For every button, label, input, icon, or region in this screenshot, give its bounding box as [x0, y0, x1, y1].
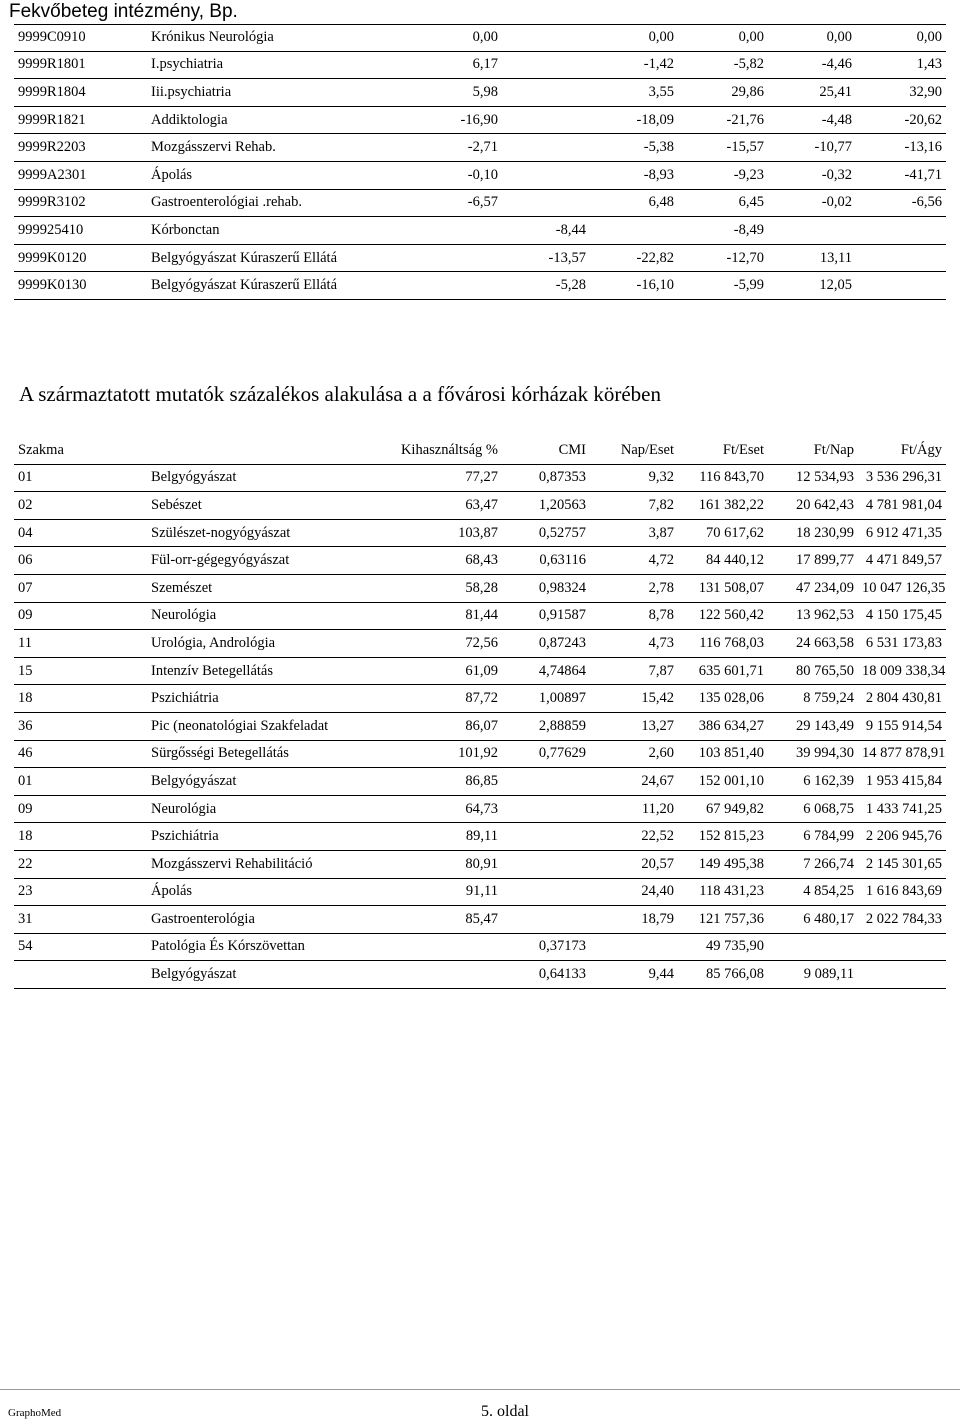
change-table-1 — [14, 24, 946, 300]
table-cell: 54 — [14, 933, 147, 961]
section-title: A származtatott mutatók százalékos alakulása a a fővárosi kórházak körében — [19, 382, 661, 406]
table-cell: 68,43 — [373, 547, 502, 575]
table-cell: 0,52757 — [502, 519, 590, 547]
table-cell: -13,16 — [856, 134, 946, 162]
table-row — [14, 657, 946, 685]
table-cell: 9,44 — [590, 961, 678, 989]
table-cell: 0,64133 — [502, 961, 590, 989]
table-cell: 86,85 — [373, 768, 502, 796]
table-cell: 103,87 — [373, 519, 502, 547]
table-cell: Ápolás — [147, 161, 371, 189]
table-cell — [371, 272, 502, 300]
table-cell: 0,91587 — [502, 602, 590, 630]
table-cell: 103 851,40 — [678, 740, 768, 768]
table-row — [14, 685, 946, 713]
table-cell: 15,42 — [590, 685, 678, 713]
table-cell: 5,98 — [371, 79, 502, 107]
table-cell: 0,98324 — [502, 574, 590, 602]
table-cell: 8 759,24 — [768, 685, 858, 713]
table-cell: 9999R1801 — [14, 51, 147, 79]
table-row — [14, 630, 946, 658]
table-cell: 9999K0120 — [14, 244, 147, 272]
table-row — [14, 823, 946, 851]
table-cell: Szemészet — [147, 574, 373, 602]
table-cell: -10,77 — [768, 134, 856, 162]
table-cell: 152 815,23 — [678, 823, 768, 851]
table-cell — [502, 24, 590, 51]
indicator-table — [14, 437, 946, 989]
table-cell: Addiktologia — [147, 106, 371, 134]
table-cell: -5,82 — [678, 51, 768, 79]
table-cell: 58,28 — [373, 574, 502, 602]
table-cell: 70 617,62 — [678, 519, 768, 547]
table-cell: 4 150 175,45 — [858, 602, 946, 630]
table-cell: 47 234,09 — [768, 574, 858, 602]
table-cell: 24 663,58 — [768, 630, 858, 658]
table-cell: 4,73 — [590, 630, 678, 658]
table-cell: 135 028,06 — [678, 685, 768, 713]
column-header: Kihasználtság % — [373, 437, 502, 464]
table-row — [14, 933, 946, 961]
table-cell: -4,46 — [768, 51, 856, 79]
table-cell: Pic (neonatológiai Szakfeladat — [147, 712, 373, 740]
table-cell: -20,62 — [856, 106, 946, 134]
table-cell: Pszichiátria — [147, 823, 373, 851]
table-cell: 1,00897 — [502, 685, 590, 713]
table-cell — [590, 933, 678, 961]
table-cell: -0,10 — [371, 161, 502, 189]
table-cell — [768, 933, 858, 961]
table-cell — [502, 850, 590, 878]
table-cell: 02 — [14, 492, 147, 520]
table-cell — [502, 823, 590, 851]
table-cell — [371, 217, 502, 245]
table-cell: 63,47 — [373, 492, 502, 520]
table-cell: 161 382,22 — [678, 492, 768, 520]
table-cell: -21,76 — [678, 106, 768, 134]
table-cell: 29 143,49 — [768, 712, 858, 740]
table-cell: 18 230,99 — [768, 519, 858, 547]
table-row — [14, 850, 946, 878]
table-cell: 9999K0130 — [14, 272, 147, 300]
table-cell: 85,47 — [373, 906, 502, 934]
table-cell: 67 949,82 — [678, 795, 768, 823]
table-cell: 80,91 — [373, 850, 502, 878]
column-header: Ft/Eset — [678, 437, 768, 464]
table-cell: 131 508,07 — [678, 574, 768, 602]
table-cell: 86,07 — [373, 712, 502, 740]
table-cell: 6 912 471,35 — [858, 519, 946, 547]
table-row — [14, 51, 946, 79]
table-cell: Gastroenterológiai .rehab. — [147, 189, 371, 217]
table-cell: 6 784,99 — [768, 823, 858, 851]
table-cell: -5,28 — [502, 272, 590, 300]
table-cell: -0,02 — [768, 189, 856, 217]
table-cell — [371, 244, 502, 272]
table-cell: 46 — [14, 740, 147, 768]
table-cell — [856, 244, 946, 272]
table-cell — [502, 189, 590, 217]
table-row — [14, 519, 946, 547]
table-cell: 01 — [14, 464, 147, 492]
table-cell: 22,52 — [590, 823, 678, 851]
table-cell: 0,00 — [768, 24, 856, 51]
table-cell: 7 266,74 — [768, 850, 858, 878]
table-cell: -41,71 — [856, 161, 946, 189]
table-cell: 23 — [14, 878, 147, 906]
table-cell: 8,78 — [590, 602, 678, 630]
table-cell: 118 431,23 — [678, 878, 768, 906]
table-cell: 0,00 — [678, 24, 768, 51]
table-cell: 9999A2301 — [14, 161, 147, 189]
table-cell: -8,44 — [502, 217, 590, 245]
table-cell: -0,32 — [768, 161, 856, 189]
table-cell: -12,70 — [678, 244, 768, 272]
table-cell: 24,67 — [590, 768, 678, 796]
table-cell: 4 471 849,57 — [858, 547, 946, 575]
table-cell: 1 953 415,84 — [858, 768, 946, 796]
table-row — [14, 961, 946, 989]
table-cell: 91,11 — [373, 878, 502, 906]
table-cell: 3,55 — [590, 79, 678, 107]
table-cell: Neurológia — [147, 795, 373, 823]
table-cell: Iii.psychiatria — [147, 79, 371, 107]
table-cell: 2,78 — [590, 574, 678, 602]
table-cell — [502, 79, 590, 107]
table-cell: Sebészet — [147, 492, 373, 520]
table-cell: Intenzív Betegellátás — [147, 657, 373, 685]
table-cell: -8,93 — [590, 161, 678, 189]
table-row — [14, 795, 946, 823]
table-cell: Ápolás — [147, 878, 373, 906]
table-row — [14, 878, 946, 906]
table-cell: 9999R2203 — [14, 134, 147, 162]
table-cell — [502, 878, 590, 906]
table-cell: Sürgősségi Betegellátás — [147, 740, 373, 768]
table-row — [14, 79, 946, 107]
table-cell: 13,27 — [590, 712, 678, 740]
table-cell: 12,05 — [768, 272, 856, 300]
table-cell: 84 440,12 — [678, 547, 768, 575]
table-cell: 999925410 — [14, 217, 147, 245]
table-row — [14, 24, 946, 51]
table-row — [14, 134, 946, 162]
table-cell: -6,57 — [371, 189, 502, 217]
table-cell: 0,00 — [590, 24, 678, 51]
table-cell — [502, 134, 590, 162]
table-cell — [502, 768, 590, 796]
table-cell: -16,10 — [590, 272, 678, 300]
table-cell: -9,23 — [678, 161, 768, 189]
table-cell: -18,09 — [590, 106, 678, 134]
table-cell: 61,09 — [373, 657, 502, 685]
table-cell: 6 162,39 — [768, 768, 858, 796]
table-cell: 29,86 — [678, 79, 768, 107]
table-cell: Gastroenterológia — [147, 906, 373, 934]
table-cell: 9999C0910 — [14, 24, 147, 51]
table-row — [14, 547, 946, 575]
table-cell: -13,57 — [502, 244, 590, 272]
table-row — [14, 189, 946, 217]
table-cell: 2 145 301,65 — [858, 850, 946, 878]
table-cell: -6,56 — [856, 189, 946, 217]
table-cell: 121 757,36 — [678, 906, 768, 934]
table-cell: 2,60 — [590, 740, 678, 768]
table-cell: 0,00 — [856, 24, 946, 51]
table-cell: 3,87 — [590, 519, 678, 547]
table-cell: 87,72 — [373, 685, 502, 713]
table-cell — [14, 961, 147, 989]
table-cell: 9 155 914,54 — [858, 712, 946, 740]
table-row — [14, 602, 946, 630]
table-cell: 14 877 878,91 — [858, 740, 946, 768]
table-cell: 116 843,70 — [678, 464, 768, 492]
table-cell: 6,45 — [678, 189, 768, 217]
table-cell: 101,92 — [373, 740, 502, 768]
table-cell: 36 — [14, 712, 147, 740]
table-cell — [858, 961, 946, 989]
table-cell: 1 616 843,69 — [858, 878, 946, 906]
column-header: Ft/Nap — [768, 437, 858, 464]
table-cell: 4,74864 — [502, 657, 590, 685]
table-cell: 80 765,50 — [768, 657, 858, 685]
table-cell: Belgyógyászat — [147, 961, 373, 989]
table-cell: 122 560,42 — [678, 602, 768, 630]
table-cell: -8,49 — [678, 217, 768, 245]
table-cell: 15 — [14, 657, 147, 685]
table-cell: 25,41 — [768, 79, 856, 107]
table-cell: 39 994,30 — [768, 740, 858, 768]
table-row — [14, 217, 946, 245]
table-cell — [502, 51, 590, 79]
table-cell: 9 089,11 — [768, 961, 858, 989]
table-cell: 0,00 — [371, 24, 502, 51]
table-cell: 7,87 — [590, 657, 678, 685]
table-cell: 10 047 126,35 — [858, 574, 946, 602]
table-cell: 4 781 981,04 — [858, 492, 946, 520]
table-row — [14, 244, 946, 272]
table-cell: 09 — [14, 795, 147, 823]
table-cell: 72,56 — [373, 630, 502, 658]
table-cell: 07 — [14, 574, 147, 602]
table-row — [14, 464, 946, 492]
table-cell: 3 536 296,31 — [858, 464, 946, 492]
table-cell: -1,42 — [590, 51, 678, 79]
table-cell: -2,71 — [371, 134, 502, 162]
table-cell: -5,38 — [590, 134, 678, 162]
table-cell: 18 — [14, 685, 147, 713]
table-cell: 9999R3102 — [14, 189, 147, 217]
table-cell: 06 — [14, 547, 147, 575]
table-cell: 6 068,75 — [768, 795, 858, 823]
table-cell: Mozgásszervi Rehabilitáció — [147, 850, 373, 878]
table-cell: 0,87243 — [502, 630, 590, 658]
table-cell: 152 001,10 — [678, 768, 768, 796]
table-cell: 6,17 — [371, 51, 502, 79]
table-row — [14, 106, 946, 134]
footer-divider — [0, 1389, 960, 1390]
table-cell — [768, 217, 856, 245]
table-cell: Patológia És Kórszövettan — [147, 933, 373, 961]
table-cell: Belgyógyászat Kúraszerű Ellátá — [147, 244, 371, 272]
table-cell: 0,77629 — [502, 740, 590, 768]
table-cell: 4,72 — [590, 547, 678, 575]
table-cell: 1,20563 — [502, 492, 590, 520]
table-row — [14, 768, 946, 796]
column-header — [147, 437, 373, 464]
table-cell — [858, 933, 946, 961]
table-header-row — [14, 437, 946, 464]
table-cell — [856, 217, 946, 245]
table-row — [14, 492, 946, 520]
table-cell: Kórbonctan — [147, 217, 371, 245]
table-cell: 04 — [14, 519, 147, 547]
table-cell: 2 022 784,33 — [858, 906, 946, 934]
column-header: Ft/Ágy — [858, 437, 946, 464]
table-cell: -4,48 — [768, 106, 856, 134]
table-cell: 20 642,43 — [768, 492, 858, 520]
table-row — [14, 906, 946, 934]
table-cell: 81,44 — [373, 602, 502, 630]
table-row — [14, 574, 946, 602]
table-cell: 2 206 945,76 — [858, 823, 946, 851]
table-cell: 116 768,03 — [678, 630, 768, 658]
table-row — [14, 712, 946, 740]
table-cell: 4 854,25 — [768, 878, 858, 906]
table-cell: 64,73 — [373, 795, 502, 823]
column-header: Nap/Eset — [590, 437, 678, 464]
table-cell: 6 480,17 — [768, 906, 858, 934]
table-cell: 18,79 — [590, 906, 678, 934]
table-cell: 09 — [14, 602, 147, 630]
table-cell: -22,82 — [590, 244, 678, 272]
table-cell: 9999R1821 — [14, 106, 147, 134]
table-cell: Mozgásszervi Rehab. — [147, 134, 371, 162]
table-cell: Neurológia — [147, 602, 373, 630]
table-row — [14, 161, 946, 189]
table-cell: 13 962,53 — [768, 602, 858, 630]
footer-brand: GraphoMed — [8, 1407, 62, 1419]
column-header: Szakma — [14, 437, 147, 464]
table-cell: Szülészet-nogyógyászat — [147, 519, 373, 547]
table-cell: 2 804 430,81 — [858, 685, 946, 713]
table-cell: 49 735,90 — [678, 933, 768, 961]
table-cell: 18 009 338,34 — [858, 657, 946, 685]
table-cell: 17 899,77 — [768, 547, 858, 575]
table-cell — [502, 906, 590, 934]
table-cell: Belgyógyászat Kúraszerű Ellátá — [147, 272, 371, 300]
page-number: 5. oldal — [481, 1403, 529, 1420]
table-cell: 11,20 — [590, 795, 678, 823]
table-cell: 0,63116 — [502, 547, 590, 575]
table-cell: 6 531 173,83 — [858, 630, 946, 658]
table-cell: 85 766,08 — [678, 961, 768, 989]
table-cell — [502, 161, 590, 189]
table-cell: 77,27 — [373, 464, 502, 492]
table-cell — [373, 933, 502, 961]
table-cell: 20,57 — [590, 850, 678, 878]
table-cell — [373, 961, 502, 989]
table-cell: 0,87353 — [502, 464, 590, 492]
table-row — [14, 740, 946, 768]
table-cell: 89,11 — [373, 823, 502, 851]
table-cell: 9,32 — [590, 464, 678, 492]
table-cell: Pszichiátria — [147, 685, 373, 713]
table-cell: 13,11 — [768, 244, 856, 272]
table-cell: -16,90 — [371, 106, 502, 134]
table-cell — [502, 795, 590, 823]
table-cell: 7,82 — [590, 492, 678, 520]
table-cell: I.psychiatria — [147, 51, 371, 79]
table-cell: 635 601,71 — [678, 657, 768, 685]
table-cell: 01 — [14, 768, 147, 796]
table-cell — [856, 272, 946, 300]
table-cell: 24,40 — [590, 878, 678, 906]
table-cell: Krónikus Neurológia — [147, 24, 371, 51]
table-cell: 11 — [14, 630, 147, 658]
table-cell: Urológia, Andrológia — [147, 630, 373, 658]
table-cell: 22 — [14, 850, 147, 878]
table-cell: 149 495,38 — [678, 850, 768, 878]
table-cell: 1 433 741,25 — [858, 795, 946, 823]
table-cell: 32,90 — [856, 79, 946, 107]
table-cell: Belgyógyászat — [147, 768, 373, 796]
table-cell: -15,57 — [678, 134, 768, 162]
table-cell: 9999R1804 — [14, 79, 147, 107]
table-cell — [590, 217, 678, 245]
table-cell: 6,48 — [590, 189, 678, 217]
table-cell: 18 — [14, 823, 147, 851]
table-cell: 386 634,27 — [678, 712, 768, 740]
table-cell: 12 534,93 — [768, 464, 858, 492]
table-cell: 0,37173 — [502, 933, 590, 961]
table-cell: Fül-orr-gégegyógyászat — [147, 547, 373, 575]
column-header: CMI — [502, 437, 590, 464]
table-cell: 31 — [14, 906, 147, 934]
table-cell — [502, 106, 590, 134]
table-cell: 1,43 — [856, 51, 946, 79]
table-cell: -5,99 — [678, 272, 768, 300]
page-title: Fekvőbeteg intézmény, Bp. — [9, 1, 238, 22]
table-cell: 2,88859 — [502, 712, 590, 740]
table-row — [14, 272, 946, 300]
table-cell: Belgyógyászat — [147, 464, 373, 492]
